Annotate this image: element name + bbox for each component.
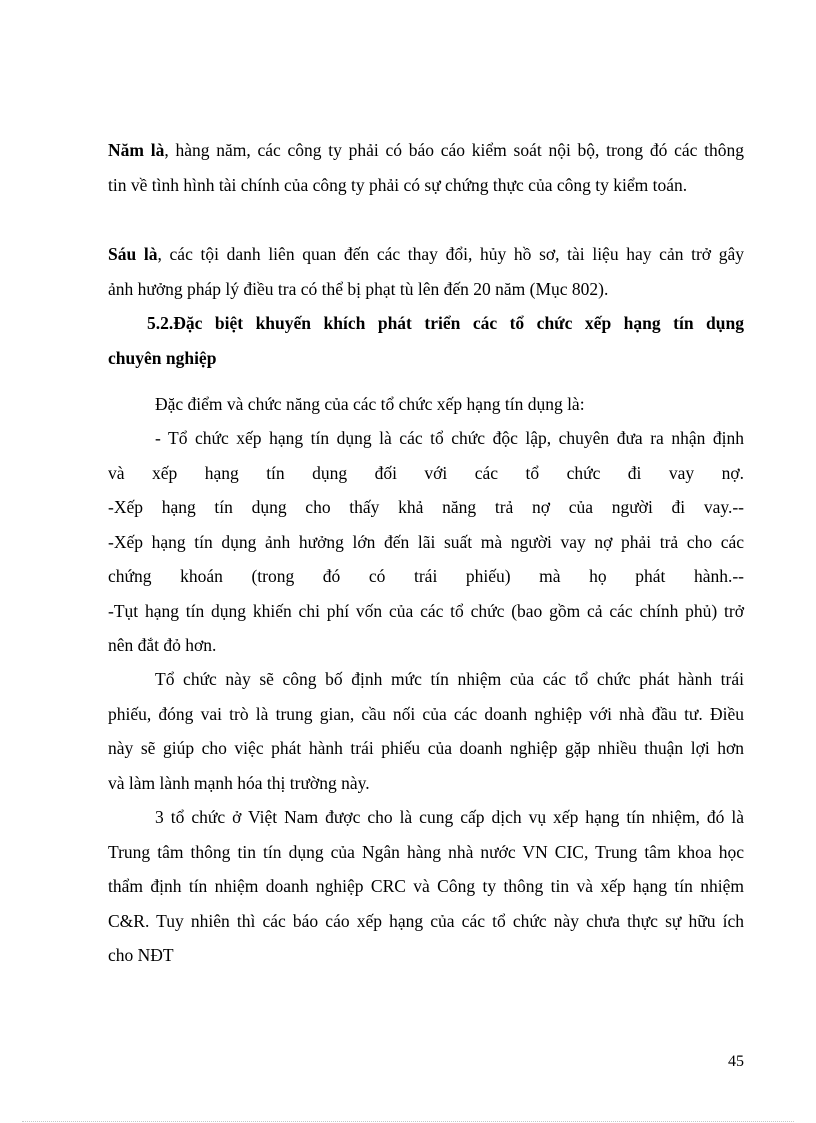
feature-line-6: -Tụt hạng tín dụng khiến chi phí vốn của các tổ chức (bao gồm cả các chính phủ) trở xyxy=(108,601,744,621)
feature-line-7: nên đắt đỏ hơn. xyxy=(108,635,217,655)
para-tochuc-line-3: này sẽ giúp cho việc phát hành trái phiếu của doanh nghiệp gặp nhiều thuận lợi hơn xyxy=(108,738,744,758)
para-tochuc-line-1: Tổ chức này sẽ công bố định mức tín nhiệm của các tổ chức phát hành trái xyxy=(155,669,744,689)
para-sau-line-1 xyxy=(108,242,744,266)
feature-line-2: và xếp hạng tín dụng đối với các tổ chức đi vay nợ. xyxy=(108,463,744,483)
para-nam-line-1 xyxy=(108,138,744,162)
para-tochuc-line-2: phiếu, đóng vai trò là trung gian, cầu nối của các doanh nghiệp với nhà đầu tư. Điều xyxy=(108,704,744,724)
para-3tochuc-line-5: cho NĐT xyxy=(108,945,174,965)
para-tochuc-line-4: và làm lành mạnh hóa thị trường này. xyxy=(108,773,370,793)
page-number: 45 xyxy=(728,1053,744,1070)
feature-line-1: - Tổ chức xếp hạng tín dụng là các tổ chức độc lập, chuyên đưa ra nhận định xyxy=(155,428,744,448)
para-sau-line-2: ảnh hưởng pháp lý điều tra có thể bị phạt tù lên đến 20 năm (Mục 802). xyxy=(108,279,609,299)
section-heading-line-2: chuyên nghiệp xyxy=(108,348,217,368)
para-nam-lead: Năm là xyxy=(108,140,165,160)
para-3tochuc-line-1: 3 tổ chức ở Việt Nam được cho là cung cấp dịch vụ xếp hạng tín nhiệm, đó là xyxy=(155,807,744,827)
para-3tochuc-line-4: C&R. Tuy nhiên thì các báo cáo xếp hạng của các tổ chức này chưa thực sự hữu ích xyxy=(108,911,744,931)
para-nam-line-2: tin về tình hình tài chính của công ty phải có sự chứng thực của công ty kiểm toán. xyxy=(108,175,688,195)
para-sau-lead: Sáu là xyxy=(108,244,158,264)
footer-divider xyxy=(22,1121,794,1122)
feature-line-4: -Xếp hạng tín dụng ảnh hưởng lớn đến lãi suất mà người vay nợ phải trả cho các xyxy=(108,532,744,552)
para-3tochuc-line-3: thẩm định tín nhiệm doanh nghiệp CRC và Công ty thông tin và xếp hạng tín nhiệm xyxy=(108,876,744,896)
feature-line-5: chứng khoán (trong đó có trái phiếu) mà họ phát hành.-- xyxy=(108,566,744,586)
para-3tochuc-line-2: Trung tâm thông tin tín dụng của Ngân hàng nhà nước VN CIC, Trung tâm khoa học xyxy=(108,842,744,862)
para-nam-text: , hàng năm, các công ty phải có báo cáo kiểm soát nội bộ, trong đó các thông xyxy=(164,140,744,160)
feature-line-3: -Xếp hạng tín dụng cho thấy khả năng trả nợ của người đi vay.-- xyxy=(108,497,744,517)
features-intro: Đặc điểm và chức năng của các tổ chức xếp hạng tín dụng là: xyxy=(155,394,585,414)
para-sau-text: , các tội danh liên quan đến các thay đổi, hủy hồ sơ, tài liệu hay cản trở gây xyxy=(157,244,744,264)
section-heading-line-1: 5.2.Đặc biệt khuyến khích phát triển các tổ chức xếp hạng tín dụng xyxy=(147,313,744,333)
